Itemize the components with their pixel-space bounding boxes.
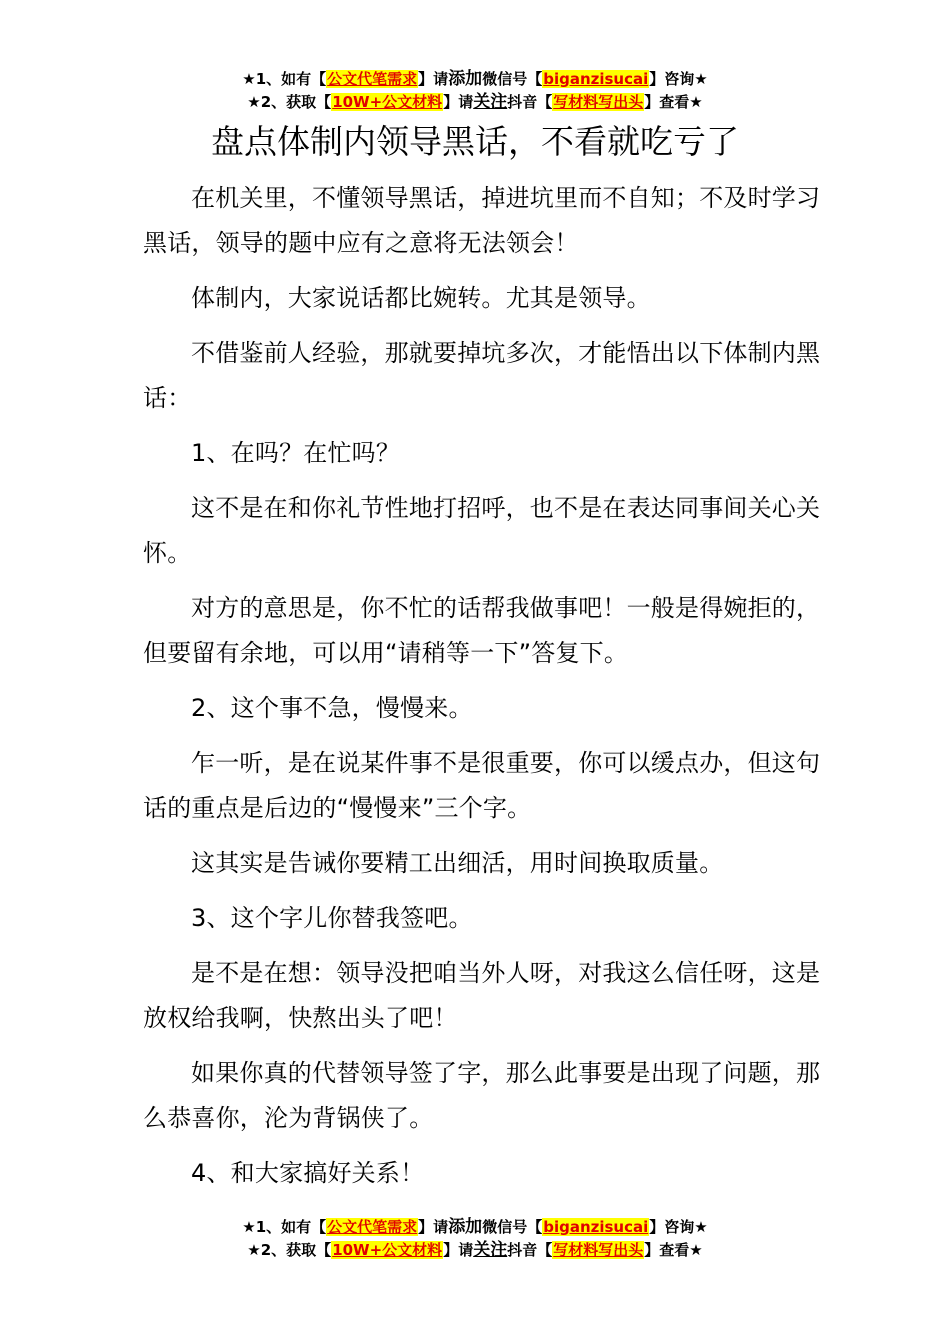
banner-text: 】请 xyxy=(443,93,474,111)
paragraph: 这其实是告诫你要精工出细活，用时间换取质量。 xyxy=(191,849,724,877)
section-heading: 2、这个事不急，慢慢来。 xyxy=(191,694,473,722)
banner-text: 2、获取【 xyxy=(260,1241,332,1259)
star-icon: ★ xyxy=(689,1241,703,1259)
star-icon: ★ xyxy=(242,70,256,88)
paragraph: 对方的意思是，你不忙的话帮我做事吧！一般是得婉拒的，但要留有余地，可以用“请稍等一下”答复下。 xyxy=(143,594,821,667)
paragraph: 如果你真的代替领导签了字，那么此事要是出现了问题，那么恭喜你，沦为背锅侠了。 xyxy=(143,1059,821,1132)
paragraph: 这不是在和你礼节性地打招呼，也不是在表达同事间关心关怀。 xyxy=(143,494,821,567)
banner-text: 微信号【 xyxy=(482,70,543,88)
footer-banner xyxy=(0,1216,950,1262)
highlight-douyin: 写材料写出头 xyxy=(553,93,644,111)
banner-line-2 xyxy=(0,1239,950,1262)
banner-text: 】查看 xyxy=(644,1241,690,1259)
highlight-materials: 10W+公文材料 xyxy=(332,1241,443,1259)
banner-text: 1、如有【 xyxy=(255,1218,327,1236)
star-icon: ★ xyxy=(247,1241,261,1259)
banner-text: 2、获取【 xyxy=(260,93,332,111)
banner-line-2 xyxy=(0,91,950,114)
paragraph: 不借鉴前人经验，那就要掉坑多次，才能悟出以下体制内黑话： xyxy=(143,339,821,412)
banner-text: 】咨询 xyxy=(649,70,695,88)
banner-text: 1、如有【 xyxy=(255,70,327,88)
paragraph: 乍一听，是在说某件事不是很重要，你可以缓点办，但这句话的重点是后边的“慢慢来”三个字。 xyxy=(143,749,821,822)
star-icon: ★ xyxy=(694,70,708,88)
banner-text: 】查看 xyxy=(644,93,690,111)
highlight-wechat-id: biganzisucai xyxy=(543,70,649,88)
banner-text: 】咨询 xyxy=(649,1218,695,1236)
star-icon: ★ xyxy=(242,1218,256,1236)
banner-keyword: 关注 xyxy=(473,1240,508,1260)
banner-text: 抖音【 xyxy=(507,93,553,111)
banner-keyword: 添加 xyxy=(448,1217,483,1237)
highlight-wechat-id: biganzisucai xyxy=(543,1218,649,1236)
banner-text: 】请 xyxy=(418,1218,449,1236)
paragraph: 体制内，大家说话都比婉转。尤其是领导。 xyxy=(191,284,651,312)
highlight-douyin: 写材料写出头 xyxy=(553,1241,644,1259)
paragraph: 是不是在想：领导没把咱当外人呀，对我这么信任呀，这是放权给我啊，快熬出头了吧！ xyxy=(143,959,821,1032)
section-heading: 3、这个字儿你替我签吧。 xyxy=(191,904,473,932)
banner-text: 】请 xyxy=(443,1241,474,1259)
document-title: 盘点体制内领导黑话，不看就吃亏了 xyxy=(211,122,739,161)
section-heading: 4、和大家搞好关系！ xyxy=(191,1159,425,1187)
highlight-service: 公文代笔需求 xyxy=(327,70,418,88)
document-body xyxy=(143,176,823,1206)
banner-keyword: 添加 xyxy=(448,69,483,89)
banner-keyword: 关注 xyxy=(473,92,508,112)
banner-text: 】请 xyxy=(418,70,449,88)
banner-text: 微信号【 xyxy=(482,1218,543,1236)
paragraph: 在机关里，不懂领导黑话，掉进坑里而不自知；不及时学习黑话，领导的题中应有之意将无法领会！ xyxy=(143,184,821,257)
star-icon: ★ xyxy=(247,93,261,111)
highlight-service: 公文代笔需求 xyxy=(327,1218,418,1236)
star-icon: ★ xyxy=(694,1218,708,1236)
banner-text: 抖音【 xyxy=(507,1241,553,1259)
section-heading: 1、在吗？在忙吗？ xyxy=(191,439,401,467)
star-icon: ★ xyxy=(689,93,703,111)
header-banner xyxy=(0,68,950,114)
banner-line-1 xyxy=(0,68,950,91)
highlight-materials: 10W+公文材料 xyxy=(332,93,443,111)
banner-line-1 xyxy=(0,1216,950,1239)
